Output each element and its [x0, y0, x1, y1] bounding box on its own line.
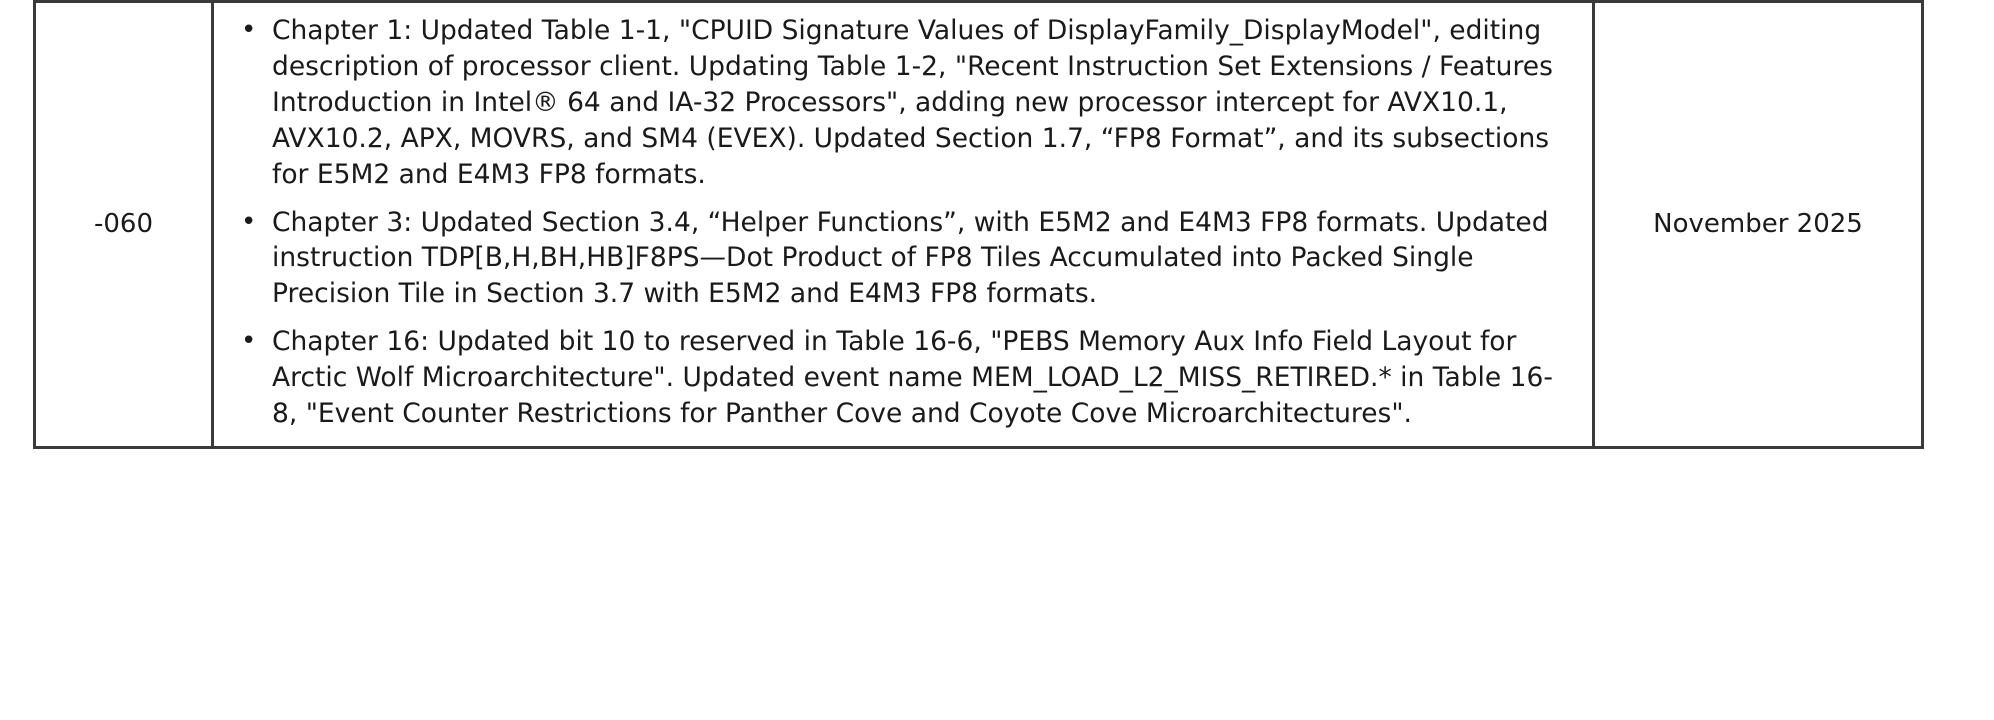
description-cell [213, 2, 1594, 448]
table-row [35, 2, 1923, 448]
date-cell: November 2025 [1594, 2, 1923, 448]
list-item: • Chapter 3: Updated Section 3.4, “Helper Functions”, with E5M2 and E4M3 FP8 formats. Updated instruction TDP[B,H,BH,HB]F8PS—Dot Product of FP8 Tiles Accumulated into Packed Single Precision Tile in Section 3.7 with E5M2 and E4M3 FP8 formats. [272, 205, 1574, 313]
description-bullet-list [214, 13, 1592, 432]
list-item: • Chapter 1: Updated Table 1-1, "CPUID Signature Values of DisplayFamily_DisplayModel", editing description of processor client. Updating Table 1-2, "Recent Instruction Set Extensions / Features Introduction in Intel® 64 and IA-32 Processors", adding new processor intercept for AVX10.1, AVX10.2, APX, MOVRS, and SM4 (EVEX). Updated Section 1.7, “FP8 Format”, and its subsections for E5M2 and E4M3 FP8 formats. [272, 13, 1574, 193]
revision-history-table [33, 0, 1924, 449]
revision-cell: -060 [35, 2, 213, 448]
list-item: • Chapter 16: Updated bit 10 to reserved in Table 16-6, "PEBS Memory Aux Info Field Layout for Arctic Wolf Microarchitecture". Updated event name MEM_LOAD_L2_MISS_RETIRED.* in Table 16-8, "Event Counter Restrictions for Panther Cove and Coyote Cove Microarchitectures". [272, 324, 1574, 432]
